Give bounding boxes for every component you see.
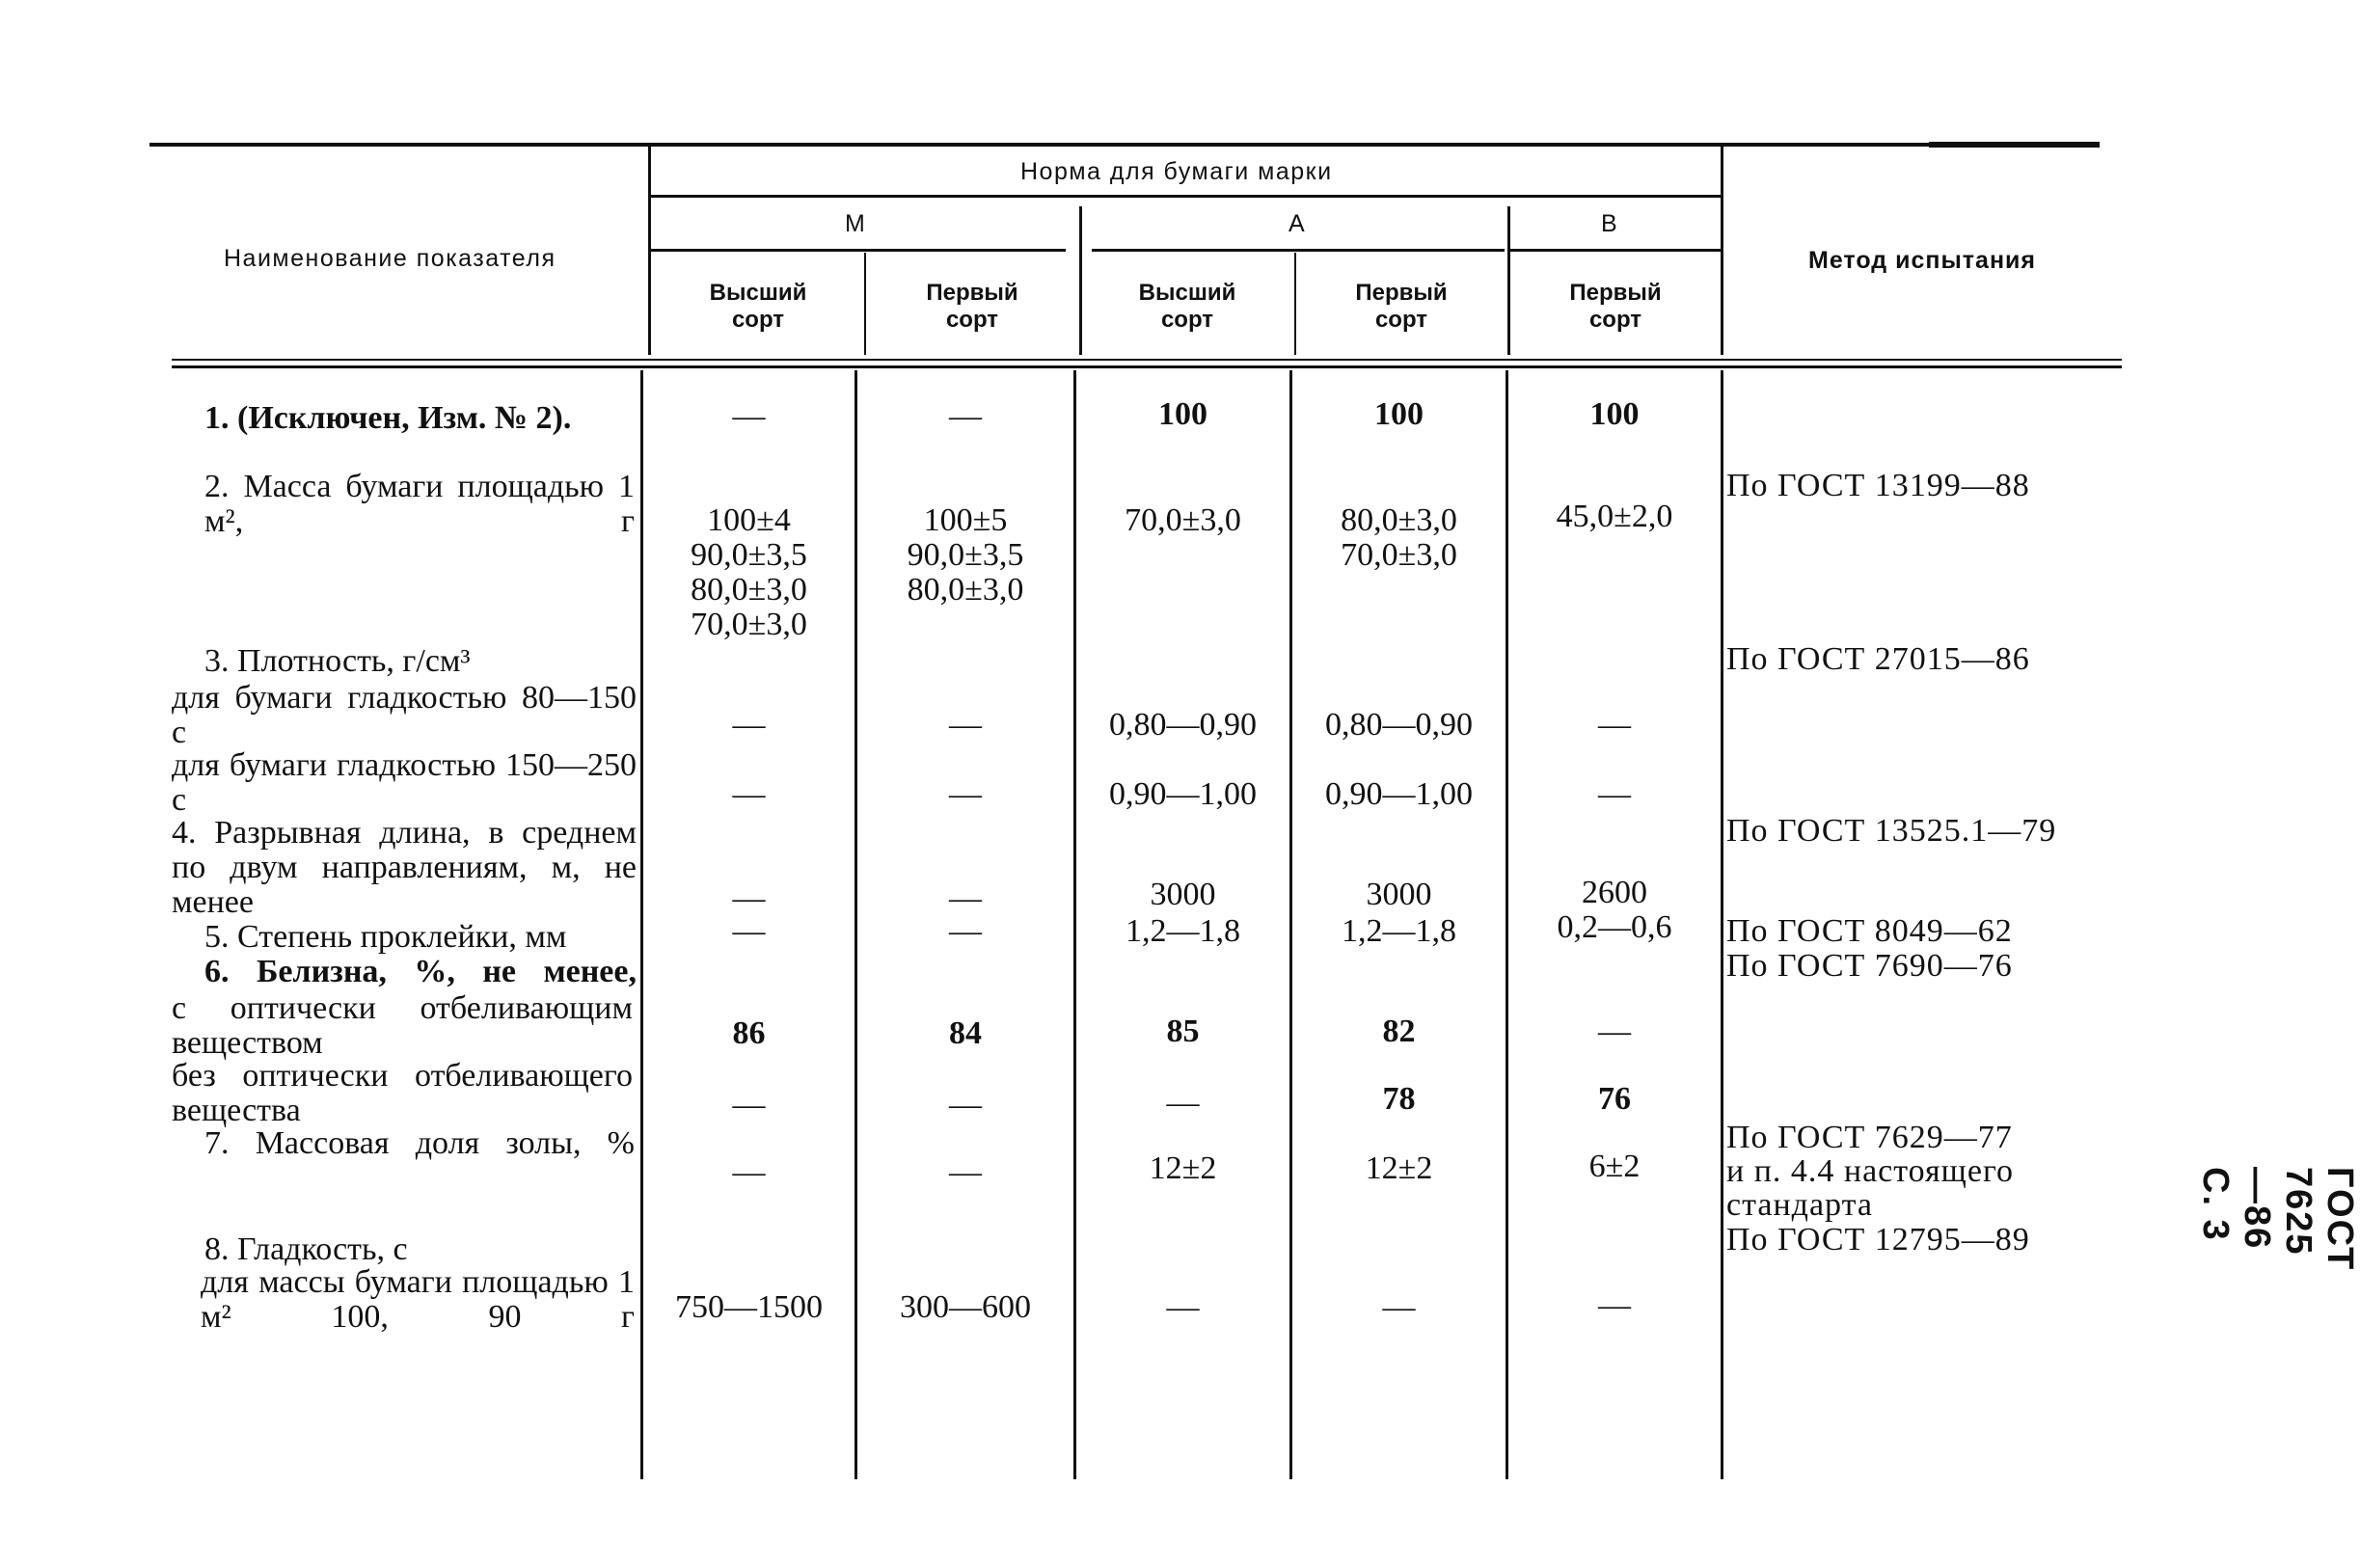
vline-body-6 xyxy=(1721,370,1723,1479)
r8a-c4: — xyxy=(1382,1289,1416,1325)
r3b-c5: — xyxy=(1598,776,1631,812)
r6a-c4: 82 xyxy=(1382,1014,1416,1049)
sort-m-first: Первый сорт xyxy=(926,280,1018,333)
method-row-7: По ГОСТ 7629—77 и п. 4.4 настоящего стандарта xyxy=(1726,1120,2015,1223)
r3a-c3: 0,80—0,90 xyxy=(1109,707,1257,743)
header-indicator-name: Наименование показателя xyxy=(224,245,556,272)
r5-c4: 1,2—1,8 xyxy=(1342,913,1456,949)
r4-c2: — xyxy=(949,880,982,916)
r7-c1: — xyxy=(732,1154,766,1190)
method-row-8: По ГОСТ 12795—89 xyxy=(1726,1222,2030,1257)
grade-m-underline xyxy=(651,249,1066,252)
vline-method-header xyxy=(1721,147,1723,355)
sort-a-first: Первый сорт xyxy=(1355,280,1448,333)
r2-c4: 80,0±3,0 70,0±3,0 xyxy=(1341,502,1457,573)
r4-c4: 3000 xyxy=(1366,877,1432,912)
r6a-c1: 86 xyxy=(732,1015,766,1051)
r6a-c3: 85 xyxy=(1166,1014,1200,1049)
r7-c4: 12±2 xyxy=(1365,1150,1433,1186)
grade-a-underline xyxy=(1092,249,1505,252)
r4-c3: 3000 xyxy=(1150,877,1216,912)
r4-c1: — xyxy=(732,880,766,916)
method-row-4: По ГОСТ 13525.1—79 xyxy=(1726,813,2057,849)
r6b-c4: 78 xyxy=(1382,1081,1416,1117)
row-8-name: 8. Гладкость, с xyxy=(204,1231,408,1267)
r1-c4: 100 xyxy=(1374,396,1424,432)
row-1-name: 1. (Исключен, Изм. № 2). xyxy=(204,400,572,436)
side-page-label: ГОСТ 7625—86 С. 3 xyxy=(2195,1167,2360,1272)
header-double-rule-2 xyxy=(172,365,2122,368)
r3a-c2: — xyxy=(949,707,982,743)
sort-m-highest: Высший сорт xyxy=(709,280,807,333)
r6b-c1: — xyxy=(732,1087,766,1122)
grade-b: В xyxy=(1601,210,1619,237)
r8a-c3: — xyxy=(1166,1289,1200,1325)
method-row-3: По ГОСТ 27015—86 xyxy=(1726,641,2030,677)
row-4-name: 4. Разрывная длина, в среднем по двум направлениям, м, не менее xyxy=(172,815,637,920)
row-6a-name: с оптически отбеливающим веществом xyxy=(172,990,633,1061)
r2-c3: 70,0±3,0 xyxy=(1125,502,1241,538)
r3a-c4: 0,80—0,90 xyxy=(1325,707,1473,743)
header-double-rule-1 xyxy=(172,359,2122,361)
r1-c3: 100 xyxy=(1158,396,1207,432)
row-3a-name: для бумаги гладкостью 80—150 с xyxy=(172,680,637,750)
grade-b-underline xyxy=(1510,249,1721,252)
r7-c5: 6±2 xyxy=(1588,1149,1641,1184)
r3b-c4: 0,90—1,00 xyxy=(1325,776,1473,812)
row-3b-name: для бумаги гладкостью 150—250 с xyxy=(172,747,637,818)
top-rule-heavy xyxy=(1929,142,2100,148)
r6a-c5: — xyxy=(1598,1014,1631,1049)
header-test-method: Метод испытания xyxy=(1808,247,2036,274)
row-7-name: 7. Массовая доля золы, % xyxy=(204,1125,635,1161)
r1-c1: — xyxy=(732,398,766,434)
row-8a-name: для массы бумаги площадью 1 м² 100, 90 г xyxy=(201,1264,635,1335)
r6b-c3: — xyxy=(1166,1085,1200,1121)
r3b-c3: 0,90—1,00 xyxy=(1109,776,1257,812)
r1-c5: 100 xyxy=(1589,396,1640,432)
r2-c5: 45,0±2,0 xyxy=(1556,499,1673,534)
method-row-6: По ГОСТ 7690—76 xyxy=(1726,948,2013,984)
row-3-name: 3. Плотность, г/см³ xyxy=(204,643,471,679)
method-row-2: По ГОСТ 13199—88 xyxy=(1726,468,2030,503)
row-6-name: 6. Белизна, %, не менее, xyxy=(204,954,637,989)
r5-c2: — xyxy=(949,913,982,949)
r2-c2: 100±5 90,0±3,5 80,0±3,0 xyxy=(907,502,1024,608)
row-6b-name: без оптически отбеливающего вещества xyxy=(172,1058,633,1128)
header-norm: Норма для бумаги марки xyxy=(1020,158,1333,185)
r7-c3: 12±2 xyxy=(1149,1150,1217,1186)
r3a-c1: — xyxy=(732,707,766,743)
r3b-c2: — xyxy=(949,776,982,812)
r7-c2: — xyxy=(949,1154,982,1190)
r5-c1: — xyxy=(732,913,766,949)
grade-m: М xyxy=(845,210,867,237)
r2-c1: 100±4 90,0±3,5 80,0±3,0 70,0±3,0 xyxy=(691,502,807,642)
r1-c2: — xyxy=(949,398,982,434)
top-rule xyxy=(149,143,2100,147)
r4-c5: 2600 xyxy=(1582,875,1647,910)
r8a-c2: 300—600 xyxy=(900,1289,1031,1325)
r5-c3: 1,2—1,8 xyxy=(1126,913,1240,949)
r8a-c1: 750—1500 xyxy=(675,1289,823,1325)
r8a-c5: — xyxy=(1598,1287,1631,1323)
r3a-c5: — xyxy=(1598,707,1631,743)
r6b-c2: — xyxy=(949,1087,982,1122)
r6a-c2: 84 xyxy=(949,1015,982,1051)
row-2-name: 2. Масса бумаги площадью 1 м², г xyxy=(204,469,635,539)
sort-b-first: Первый сорт xyxy=(1569,280,1662,333)
norm-underline xyxy=(651,195,1721,198)
r6b-c5: 76 xyxy=(1598,1081,1631,1117)
grade-a: А xyxy=(1289,210,1307,237)
r3b-c1: — xyxy=(732,776,766,812)
r5-c5: 0,2—0,6 xyxy=(1557,909,1672,945)
method-row-5: По ГОСТ 8049—62 xyxy=(1726,913,2013,949)
sort-a-highest: Высший сорт xyxy=(1138,280,1236,333)
row-5-name: 5. Степень проклейки, мм xyxy=(204,919,567,955)
